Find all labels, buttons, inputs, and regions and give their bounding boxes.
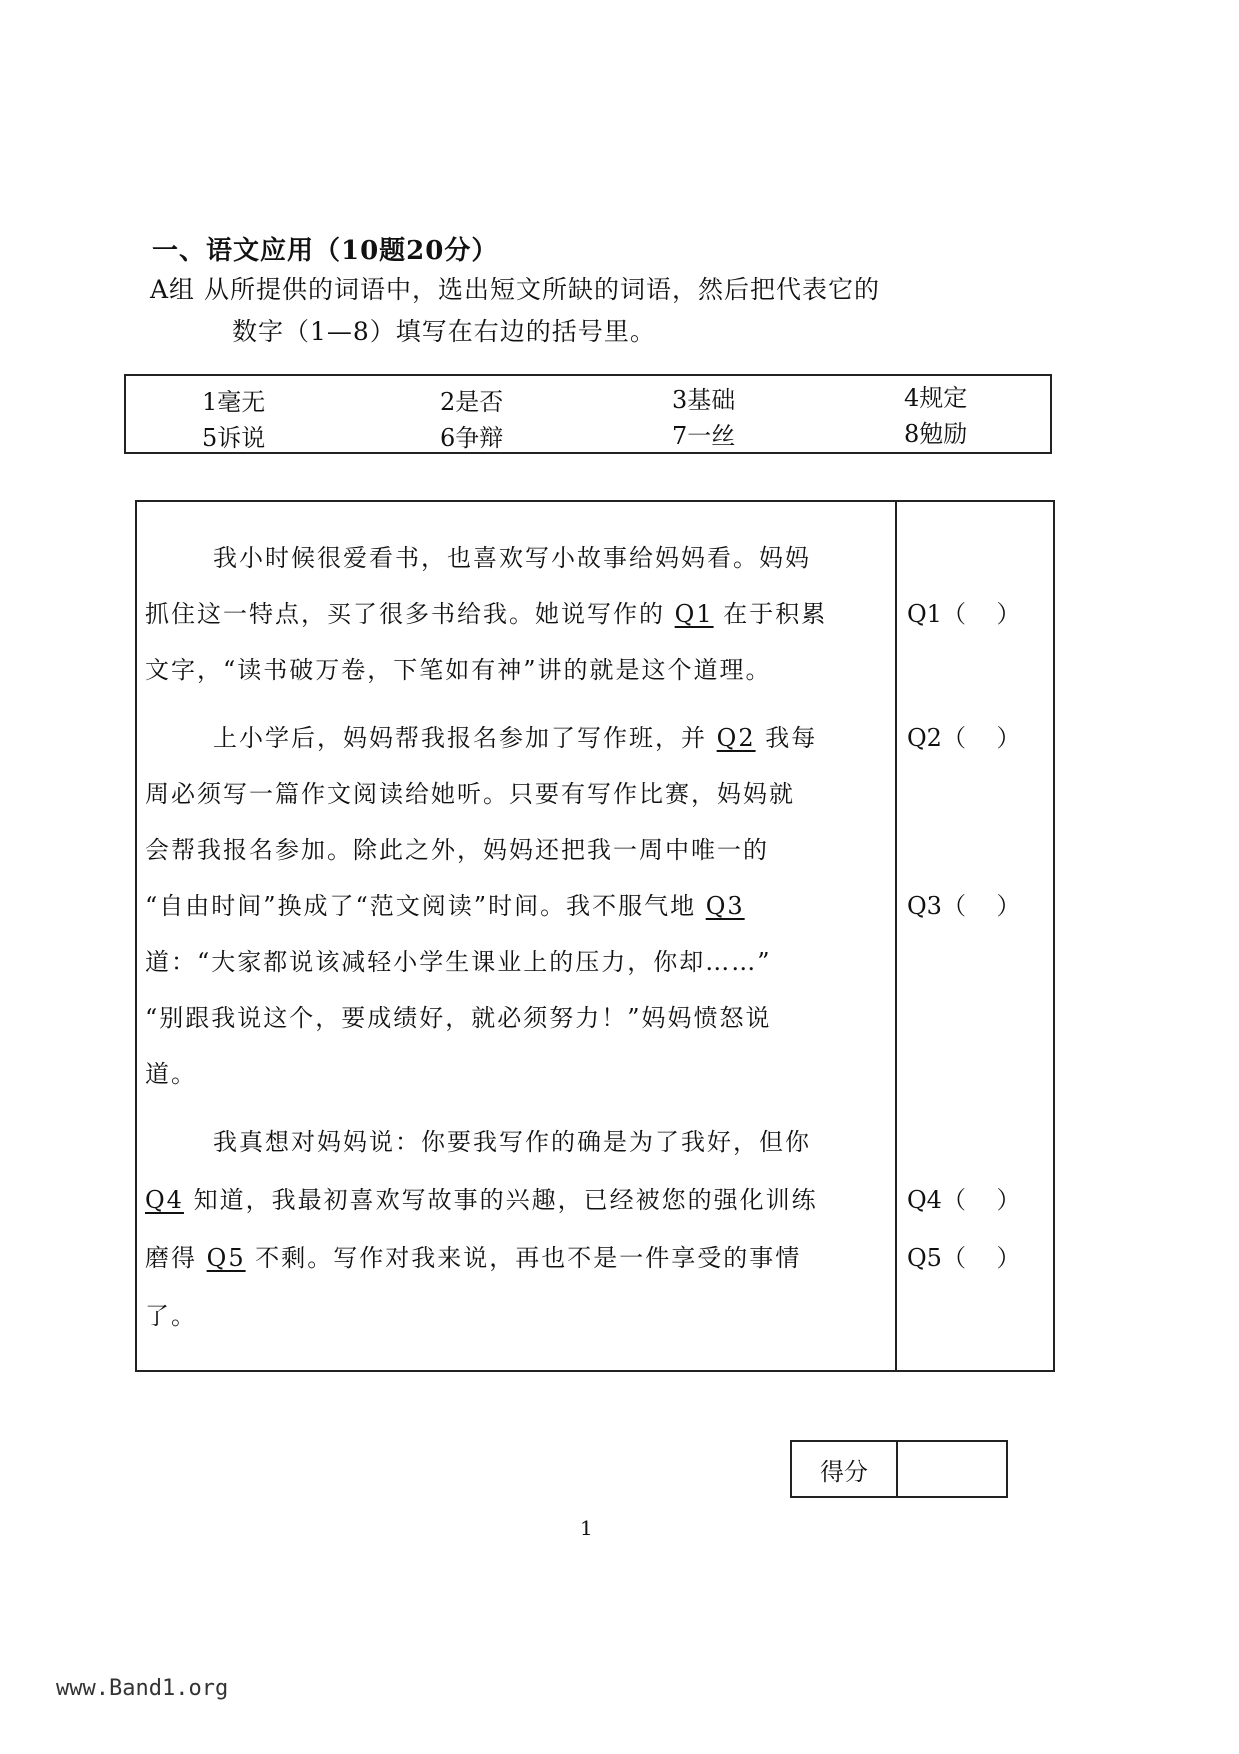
- word-option-8: 8勉励: [904, 420, 968, 448]
- passage-line: 道。: [145, 1060, 197, 1088]
- passage-line: “别跟我说这个，要成绩好，就必须努力！”妈妈愤怒说: [145, 1004, 772, 1032]
- word-option-5: 5诉说: [202, 424, 266, 452]
- passage-line: “自由时间”换成了“范文阅读”时间。我不服气地 Q3: [145, 892, 745, 920]
- passage-line: 了。: [145, 1302, 197, 1330]
- passage-line: 周必须写一篇作文阅读给她听。只要有写作比赛，妈妈就: [145, 780, 795, 808]
- word-option-3: 3基础: [672, 386, 736, 414]
- passage-line: 抓住这一特点，买了很多书给我。她说写作的 Q1 在于积累: [145, 600, 828, 628]
- word-option-1: 1毫无: [202, 388, 266, 416]
- blank-q5: Q5: [206, 1244, 246, 1272]
- blank-q1: Q1: [674, 600, 714, 628]
- passage-line: 磨得 Q5 不剩。写作对我来说，再也不是一件享受的事情: [145, 1244, 802, 1272]
- answer-q4[interactable]: Q4（ ）: [907, 1186, 1021, 1214]
- page-number: 1: [580, 1516, 593, 1540]
- score-box: [790, 1440, 1008, 1498]
- column-divider: [895, 502, 897, 1370]
- footer-url: www.Band1.org: [56, 1676, 229, 1701]
- answer-q2[interactable]: Q2（ ）: [907, 724, 1021, 752]
- instruction-line-1: A组 从所提供的词语中，选出短文所缺的词语，然后把代表它的: [150, 275, 881, 304]
- answer-q3[interactable]: Q3（ ）: [907, 892, 1021, 920]
- word-option-7: 7一丝: [672, 422, 736, 450]
- word-option-6: 6争辩: [440, 424, 504, 452]
- score-label: 得分: [792, 1442, 898, 1496]
- score-field[interactable]: [898, 1442, 1006, 1496]
- instruction-line-2: 数字（1—8）填写在右边的括号里。: [232, 317, 656, 346]
- blank-q2: Q2: [716, 724, 756, 752]
- passage-box: [135, 500, 1055, 1372]
- section-title: 一、语文应用（10题20分）: [152, 236, 499, 266]
- passage-line: Q4 知道，我最初喜欢写故事的兴趣，已经被您的强化训练: [145, 1186, 818, 1214]
- answer-q1[interactable]: Q1（ ）: [907, 600, 1021, 628]
- passage-line: 道：“大家都说该减轻小学生课业上的压力，你却……”: [145, 948, 772, 976]
- answer-q5[interactable]: Q5（ ）: [907, 1244, 1021, 1272]
- blank-q3: Q3: [705, 892, 745, 920]
- word-option-4: 4规定: [904, 384, 968, 412]
- word-bank-box: [124, 374, 1052, 454]
- passage-line: 文字，“读书破万卷，下笔如有神”讲的就是这个道理。: [145, 656, 772, 684]
- passage-line: 我小时候很爱看书，也喜欢写小故事给妈妈看。妈妈: [213, 544, 811, 572]
- word-option-2: 2是否: [440, 388, 504, 416]
- passage-line: 我真想对妈妈说：你要我写作的确是为了我好，但你: [213, 1128, 811, 1156]
- passage-line: 上小学后，妈妈帮我报名参加了写作班，并 Q2 我每: [213, 724, 818, 752]
- blank-q4: Q4: [145, 1186, 184, 1214]
- passage-line: 会帮我报名参加。除此之外，妈妈还把我一周中唯一的: [145, 836, 769, 864]
